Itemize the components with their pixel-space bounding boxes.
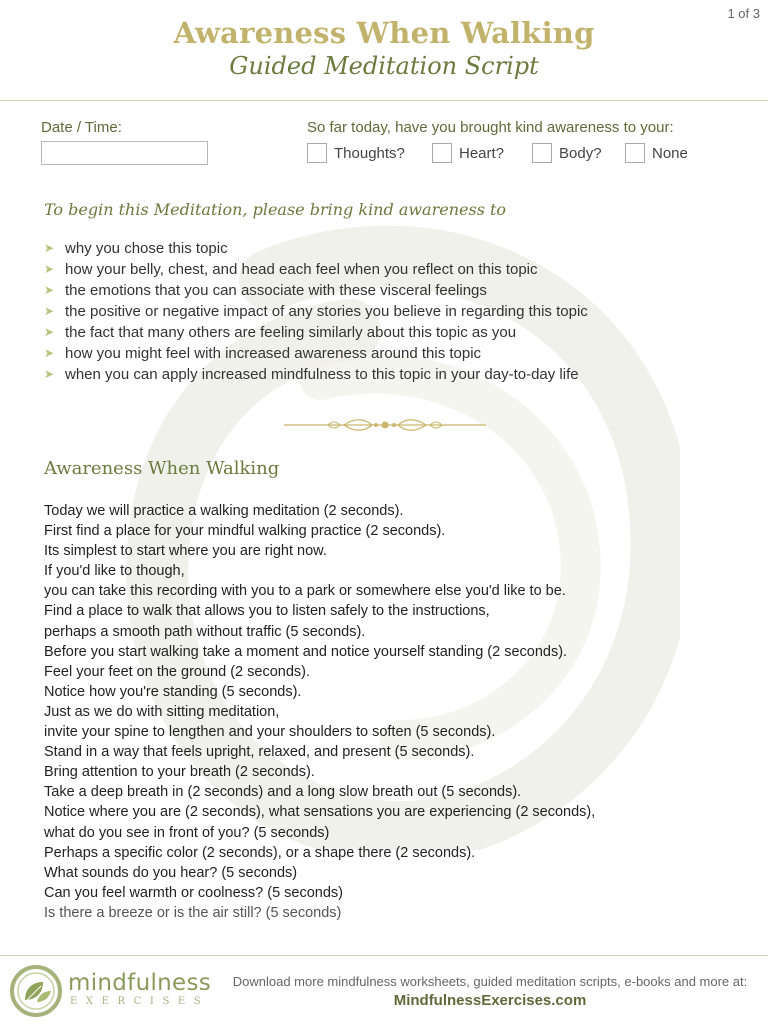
script-line: Notice where you are (2 seconds), what sensations you are experiencing (2 seconds), [44, 804, 596, 821]
none-label: None [652, 144, 688, 162]
thoughts-checkbox[interactable] [307, 143, 327, 163]
page-number: 1 of 3 [727, 6, 760, 21]
none-checkbox[interactable] [625, 143, 645, 163]
script-line: Stand in a way that feels upright, relaxed, and present (5 seconds). [44, 744, 475, 761]
arrowhead-bullet-icon: ➤ [44, 325, 55, 339]
script-line: Its simplest to start where you are right now. [44, 543, 327, 560]
heart-label: Heart? [459, 144, 505, 162]
option-heart[interactable] [432, 143, 504, 163]
list-item [44, 259, 588, 280]
script-line: you can take this recording with you to a park or somewhere else you'd like to be. [44, 583, 566, 600]
option-none[interactable] [625, 143, 688, 163]
bullet-text: how your belly, chest, and head each feel when you reflect on this topic [65, 261, 538, 278]
date-time-field[interactable] [41, 141, 208, 165]
script-line: Is there a breeze or is the air still? (5 seconds) [44, 904, 342, 921]
script-line: What sounds do you hear? (5 seconds) [44, 864, 298, 881]
list-item [44, 364, 588, 385]
body-label: Body? [559, 144, 602, 162]
script-line: what do you see in front of you? (5 seconds) [44, 824, 330, 841]
list-item [44, 322, 588, 343]
script-line: Notice how you're standing (5 seconds). [44, 683, 302, 700]
logo-subtitle: EXERCISES [70, 996, 210, 1007]
intro-heading: To begin this Meditation, please bring kind awareness to [44, 200, 507, 219]
script-line: Just as we do with sitting meditation, [44, 703, 280, 720]
page-header [0, 0, 768, 101]
script-line: Perhaps a specific color (2 seconds), or a shape there (2 seconds). [44, 844, 476, 861]
script-line: Feel your feet on the ground (2 seconds). [44, 663, 310, 680]
arrowhead-bullet-icon: ➤ [44, 283, 55, 297]
script-line: Before you start walking take a moment and notice yourself standing (2 seconds). [44, 643, 568, 660]
section-title: Awareness When Walking [44, 458, 280, 479]
bullet-text: the emotions that you can associate with these visceral feelings [65, 282, 487, 299]
arrowhead-bullet-icon: ➤ [44, 241, 55, 255]
option-thoughts[interactable] [307, 143, 405, 163]
footer-download-text: Download more mindfulness worksheets, guided meditation scripts, e-books and more at: [232, 974, 748, 989]
bullet-text: why you chose this topic [65, 240, 228, 257]
script-line: perhaps a smooth path without traffic (5 seconds). [44, 623, 366, 640]
body-checkbox[interactable] [532, 143, 552, 163]
leaf-circle-logo-icon [9, 964, 63, 1018]
flourish-divider-icon [284, 417, 486, 433]
footer-website-link[interactable]: MindfulnessExercises.com [393, 992, 587, 1009]
script-line: If you'd like to though, [44, 563, 185, 580]
date-time-label: Date / Time: [41, 119, 122, 136]
awareness-question: So far today, have you brought kind awareness to your: [307, 119, 674, 136]
heart-checkbox[interactable] [432, 143, 452, 163]
page-title: Awareness When Walking [173, 16, 595, 50]
script-line: invite your spine to lengthen and your shoulders to soften (5 seconds). [44, 724, 496, 741]
arrowhead-bullet-icon: ➤ [44, 367, 55, 381]
script-line: Today we will practice a walking meditation (2 seconds). [44, 503, 404, 519]
page-subtitle: Guided Meditation Script [229, 52, 539, 80]
list-item [44, 280, 588, 301]
bullet-text: the positive or negative impact of any stories you believe in regarding this topic [65, 303, 588, 320]
script-line: Bring attention to your breath (2 seconds). [44, 764, 315, 781]
meditation-script [44, 501, 744, 923]
list-item [44, 301, 588, 322]
list-item [44, 238, 588, 259]
script-line: Can you feel warmth or coolness? (5 seconds) [44, 884, 344, 901]
arrowhead-bullet-icon: ➤ [44, 262, 55, 276]
script-line: First find a place for your mindful walking practice (2 seconds). [44, 523, 446, 540]
footer-text [220, 974, 760, 1009]
bullet-text: the fact that many others are feeling similarly about this topic as you [65, 324, 517, 341]
footer-divider [0, 955, 768, 956]
script-line: Find a place to walk that allows you to listen safely to the instructions, [44, 603, 490, 620]
intro-bullet-list [44, 238, 588, 385]
bullet-text: how you might feel with increased awareness around this topic [65, 345, 482, 362]
script-line: Take a deep breath in (2 seconds) and a long slow breath out (5 seconds). [44, 784, 522, 801]
list-item [44, 343, 588, 364]
arrowhead-bullet-icon: ➤ [44, 304, 55, 318]
bullet-text: when you can apply increased mindfulness to this topic in your day-to-day life [65, 366, 579, 383]
thoughts-label: Thoughts? [334, 144, 405, 162]
logo-wordmark: mindfulness [68, 970, 212, 996]
arrowhead-bullet-icon: ➤ [44, 346, 55, 360]
option-body[interactable] [532, 143, 602, 163]
